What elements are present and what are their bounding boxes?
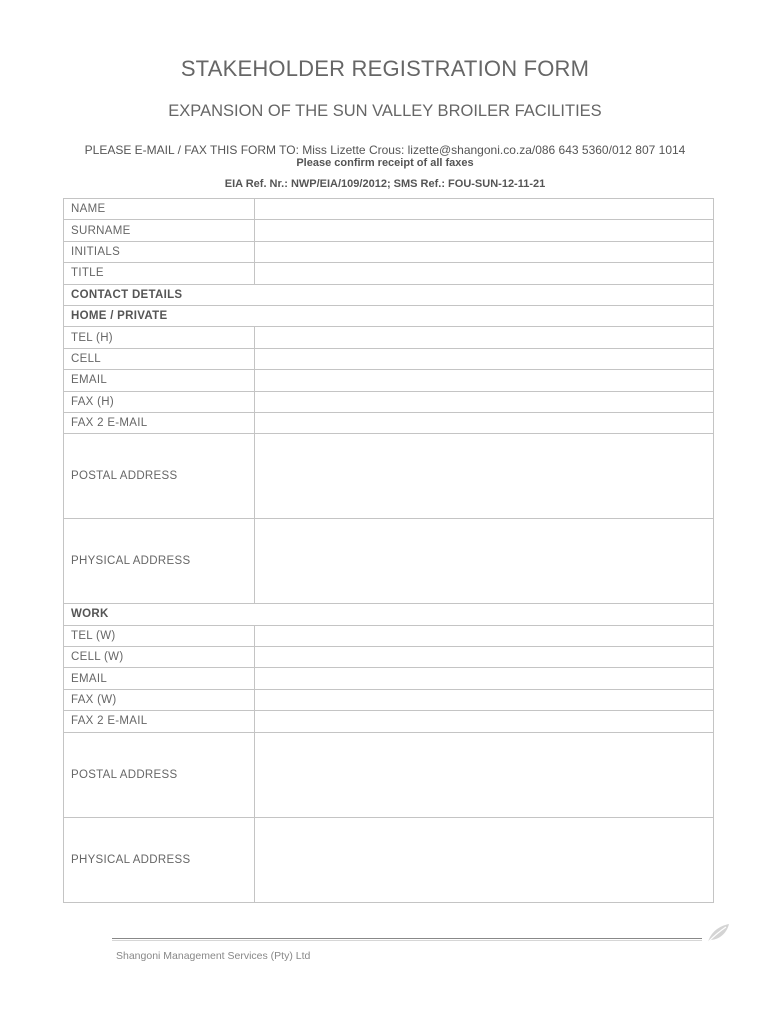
- label-name: NAME: [64, 199, 255, 220]
- input-cell-w[interactable]: [255, 647, 714, 668]
- row-fax2email-w: [64, 711, 714, 732]
- input-email-h[interactable]: [255, 370, 714, 391]
- input-postal-h[interactable]: [255, 434, 714, 519]
- leaf-icon: [705, 922, 731, 944]
- input-title[interactable]: [255, 263, 714, 284]
- label-physical-h: PHYSICAL ADDRESS: [64, 519, 255, 604]
- row-fax-w: [64, 689, 714, 710]
- input-postal-w[interactable]: [255, 732, 714, 817]
- label-fax2email-w: FAX 2 E-MAIL: [64, 711, 255, 732]
- form-subtitle: EXPANSION OF THE SUN VALLEY BROILER FACILITIES: [168, 102, 602, 120]
- company-name: Shangoni Management Services (Pty) Ltd: [116, 950, 311, 962]
- input-initials[interactable]: [255, 241, 714, 262]
- row-name: [64, 199, 714, 220]
- row-initials: [64, 241, 714, 262]
- row-email-w: [64, 668, 714, 689]
- row-home-private: [64, 305, 714, 326]
- label-tel-w: TEL (W): [64, 625, 255, 646]
- row-physical-w: [64, 817, 714, 902]
- section-home-private: HOME / PRIVATE: [64, 305, 714, 326]
- input-physical-h[interactable]: [255, 519, 714, 604]
- section-contact-details: CONTACT DETAILS: [64, 284, 714, 305]
- row-physical-h: [64, 519, 714, 604]
- label-title: TITLE: [64, 263, 255, 284]
- input-fax2email-w[interactable]: [255, 711, 714, 732]
- row-surname: [64, 220, 714, 241]
- input-email-w[interactable]: [255, 668, 714, 689]
- label-fax-h: FAX (H): [64, 391, 255, 412]
- row-title: [64, 263, 714, 284]
- row-postal-h: [64, 434, 714, 519]
- input-fax2email-h[interactable]: [255, 412, 714, 433]
- footer-divider: [112, 938, 702, 939]
- row-work: [64, 604, 714, 625]
- section-work: WORK: [64, 604, 714, 625]
- submission-instructions: PLEASE E-MAIL / FAX THIS FORM TO: Miss Lizette Crous: lizette@shangoni.co.za/086 643 5360/012 807 1014: [84, 143, 686, 157]
- label-email-h: EMAIL: [64, 370, 255, 391]
- footer-divider-shadow: [112, 940, 702, 941]
- row-email-h: [64, 370, 714, 391]
- row-cell: [64, 348, 714, 369]
- label-postal-h: POSTAL ADDRESS: [64, 434, 255, 519]
- label-tel-h: TEL (H): [64, 327, 255, 348]
- form-title: STAKEHOLDER REGISTRATION FORM: [180, 56, 590, 81]
- label-fax-w: FAX (W): [64, 689, 255, 710]
- row-tel-w: [64, 625, 714, 646]
- fax-confirm-note: Please confirm receipt of all faxes: [296, 157, 474, 169]
- row-fax2email-h: [64, 412, 714, 433]
- label-cell-w: CELL (W): [64, 647, 255, 668]
- registration-table: [63, 198, 714, 903]
- label-postal-w: POSTAL ADDRESS: [64, 732, 255, 817]
- row-contact-details: [64, 284, 714, 305]
- reference-numbers: EIA Ref. Nr.: NWP/EIA/109/2012; SMS Ref.: FOU-SUN-12-11-21: [224, 178, 546, 190]
- row-cell-w: [64, 647, 714, 668]
- label-initials: INITIALS: [64, 241, 255, 262]
- label-surname: SURNAME: [64, 220, 255, 241]
- input-name[interactable]: [255, 199, 714, 220]
- input-tel-h[interactable]: [255, 327, 714, 348]
- label-cell: CELL: [64, 348, 255, 369]
- input-physical-w[interactable]: [255, 817, 714, 902]
- input-fax-w[interactable]: [255, 689, 714, 710]
- row-fax-h: [64, 391, 714, 412]
- label-physical-w: PHYSICAL ADDRESS: [64, 817, 255, 902]
- input-fax-h[interactable]: [255, 391, 714, 412]
- label-fax2email-h: FAX 2 E-MAIL: [64, 412, 255, 433]
- row-tel-h: [64, 327, 714, 348]
- label-email-w: EMAIL: [64, 668, 255, 689]
- input-cell[interactable]: [255, 348, 714, 369]
- row-postal-w: [64, 732, 714, 817]
- input-tel-w[interactable]: [255, 625, 714, 646]
- input-surname[interactable]: [255, 220, 714, 241]
